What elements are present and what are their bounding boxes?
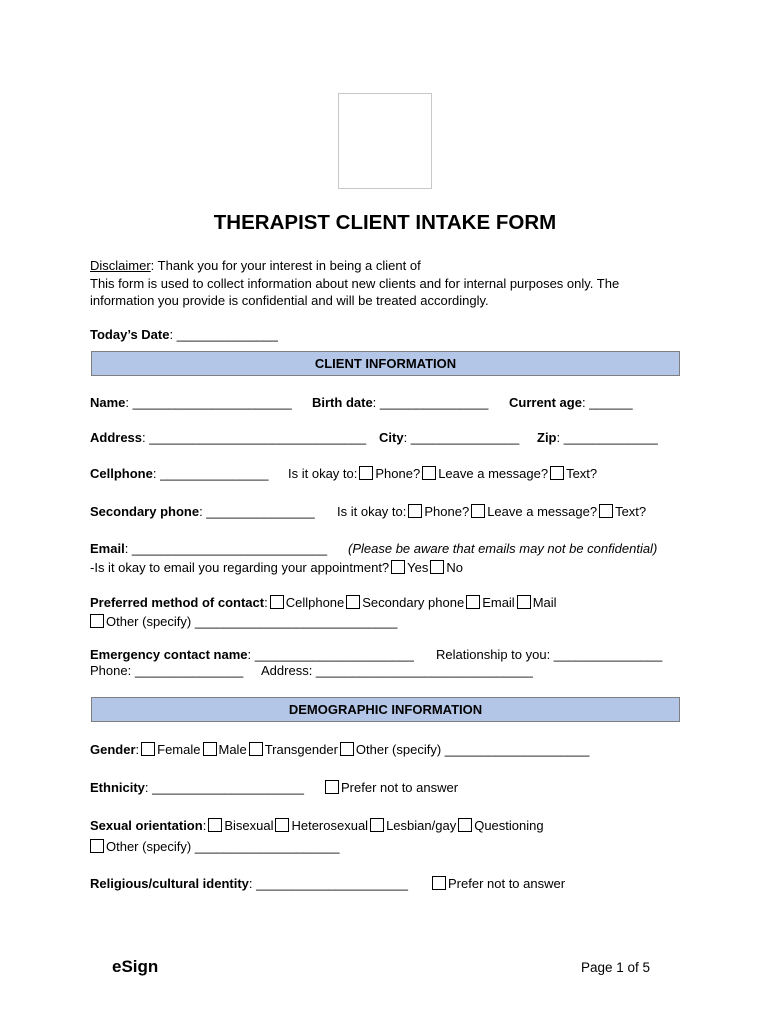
secondary-permissions: [337, 504, 646, 520]
zip-row: [537, 430, 658, 446]
cellphone-field[interactable]: : _______________: [152, 466, 269, 481]
religious-prefer-option: Prefer not to answer: [448, 876, 566, 891]
religious-row: [90, 876, 408, 892]
disclaimer-line3: information you provide is confidential and will be treated accordingly.: [90, 293, 489, 308]
email-note: (Please be aware that emails may not be confidential): [348, 541, 658, 556]
orientation-label: Sexual orientation: [90, 818, 203, 833]
gender-female-checkbox[interactable]: [141, 742, 155, 756]
todays-date-field[interactable]: : ______________: [169, 327, 278, 342]
logo-placeholder: [338, 93, 432, 189]
section-demographic-information: DEMOGRAPHIC INFORMATION: [91, 697, 680, 722]
city-row: [379, 430, 519, 446]
pref-cellphone-checkbox[interactable]: [270, 595, 284, 609]
emergency-address-field[interactable]: Address: ______________________________: [261, 663, 533, 678]
orientation-other-row: [88, 839, 339, 855]
relationship-field[interactable]: Relationship to you: _______________: [436, 647, 663, 662]
gender-label: Gender: [90, 742, 136, 757]
secondary-message-checkbox[interactable]: [471, 504, 485, 518]
orientation-bisexual-option: Bisexual: [224, 818, 274, 833]
gender-male-option: Male: [218, 742, 247, 757]
ethnicity-prefer-checkbox[interactable]: [325, 780, 339, 794]
email-permission-row: [90, 560, 463, 576]
pref-mail-checkbox[interactable]: [517, 595, 531, 609]
disclaimer-line1: : Thank you for your interest in being a client of: [150, 258, 421, 273]
zip-label: Zip: [537, 430, 557, 445]
pref-cellphone-option: Cellphone: [285, 595, 345, 610]
religious-label: Religious/cultural identity: [90, 876, 249, 891]
current-age-field[interactable]: : ______: [581, 395, 633, 410]
cellphone-permissions: [288, 466, 597, 482]
gender-other-checkbox[interactable]: [340, 742, 354, 756]
name-field[interactable]: : ______________________: [125, 395, 292, 410]
ethnicity-prefer-row: [323, 780, 458, 796]
current-age-row: [509, 395, 633, 411]
pref-secondary-checkbox[interactable]: [346, 595, 360, 609]
address-field[interactable]: : ______________________________: [142, 430, 367, 445]
name-row: [90, 395, 292, 411]
ethnicity-row: [90, 780, 304, 796]
preferred-other-row: [88, 614, 397, 630]
city-field[interactable]: : _______________: [403, 430, 520, 445]
cellphone-label: Cellphone: [90, 466, 153, 481]
email-no-checkbox[interactable]: [430, 560, 444, 574]
orientation-questioning-option: Questioning: [474, 818, 544, 833]
gender-other-option: Other (specify) ____________________: [355, 742, 590, 757]
emergency-contact-row: [90, 647, 414, 663]
orientation-row: Sexual orientation: Bisexual Heterosexual Lesbian/gay Questioning: [90, 818, 544, 833]
pref-email-option: Email: [482, 595, 515, 610]
orientation-bisexual-checkbox[interactable]: [208, 818, 222, 832]
secondary-phone-field[interactable]: : _______________: [199, 504, 315, 519]
preferred-contact-label: Preferred method of contact: [90, 595, 265, 610]
email-question: -Is it okay to email you regarding your appointment?: [90, 560, 390, 575]
emergency-contact-label: Emergency contact name: [90, 647, 248, 662]
secondary-message-option: Leave a message?: [487, 504, 598, 519]
section-client-information: CLIENT INFORMATION: [91, 351, 680, 376]
email-yes-checkbox[interactable]: [391, 560, 405, 574]
zip-field[interactable]: : _____________: [556, 430, 658, 445]
orientation-questioning-checkbox[interactable]: [458, 818, 472, 832]
orientation-heterosexual-checkbox[interactable]: [275, 818, 289, 832]
religious-prefer-row: [430, 876, 565, 892]
emergency-phone-field[interactable]: Phone: _______________: [90, 663, 244, 678]
pref-email-checkbox[interactable]: [466, 595, 480, 609]
secondary-text-checkbox[interactable]: [599, 504, 613, 518]
orientation-other-option: Other (specify) ____________________: [106, 839, 340, 854]
form-title: THERAPIST CLIENT INTAKE FORM: [213, 211, 557, 234]
email-label: Email: [90, 541, 125, 556]
secondary-phone-checkbox[interactable]: [408, 504, 422, 518]
current-age-label: Current age: [509, 395, 582, 410]
email-row: [90, 541, 327, 557]
pref-other-checkbox[interactable]: [90, 614, 104, 628]
cell-phone-option: Phone?: [375, 466, 421, 481]
esign-logo: eSign: [112, 957, 159, 976]
cellphone-okay-label: Is it okay to:: [288, 466, 358, 481]
email-yes-option: Yes: [407, 560, 429, 575]
address-row: [90, 430, 366, 446]
religious-prefer-checkbox[interactable]: [432, 876, 446, 890]
secondary-text-option: Text?: [615, 504, 647, 519]
ethnicity-field[interactable]: : _____________________: [144, 780, 304, 795]
email-field[interactable]: : ___________________________: [124, 541, 328, 556]
gender-transgender-option: Transgender: [264, 742, 338, 757]
gender-female-option: Female: [157, 742, 201, 757]
birth-date-field[interactable]: : _______________: [372, 395, 489, 410]
gender-transgender-checkbox[interactable]: [249, 742, 263, 756]
secondary-phone-row: [90, 504, 315, 520]
cell-message-checkbox[interactable]: [422, 466, 436, 480]
disclaimer-line2: This form is used to collect information about new clients and for internal purposes only. The: [90, 275, 620, 291]
cell-phone-checkbox[interactable]: [359, 466, 373, 480]
birth-date-label: Birth date: [312, 395, 373, 410]
ethnicity-label: Ethnicity: [90, 780, 145, 795]
pref-mail-option: Mail: [532, 595, 557, 610]
cellphone-row: [90, 466, 269, 482]
todays-date-label: Today’s Date: [90, 327, 170, 342]
disclaimer: [90, 257, 690, 310]
orientation-lesbian-gay-checkbox[interactable]: [370, 818, 384, 832]
orientation-heterosexual-option: Heterosexual: [291, 818, 369, 833]
gender-row: Gender: Female Male Transgender Other (specify) ____________________: [90, 742, 590, 757]
pref-other-option: Other (specify) ____________________________: [106, 614, 398, 629]
cell-text-option: Text?: [566, 466, 598, 481]
orientation-lesbian-gay-option: Lesbian/gay: [386, 818, 457, 833]
pref-secondary-option: Secondary phone: [362, 595, 465, 610]
page-number: Page 1 of 5: [581, 960, 651, 975]
emergency-contact-field[interactable]: : ______________________: [247, 647, 414, 662]
gender-male-checkbox[interactable]: [203, 742, 217, 756]
city-label: City: [379, 430, 404, 445]
todays-date-row: [90, 327, 278, 343]
secondary-okay-label: Is it okay to:: [337, 504, 407, 519]
orientation-other-checkbox[interactable]: [90, 839, 104, 853]
ethnicity-prefer-option: Prefer not to answer: [341, 780, 459, 795]
disclaimer-label: Disclaimer: [90, 258, 151, 273]
secondary-phone-option: Phone?: [424, 504, 470, 519]
birth-date-row: [312, 395, 488, 411]
email-no-option: No: [446, 560, 464, 575]
preferred-contact-row: Preferred method of contact: Cellphone Secondary phone Email Mail: [90, 595, 557, 610]
religious-field[interactable]: : _____________________: [248, 876, 408, 891]
address-label: Address: [90, 430, 143, 445]
cell-text-checkbox[interactable]: [550, 466, 564, 480]
name-label: Name: [90, 395, 126, 410]
cell-message-option: Leave a message?: [438, 466, 549, 481]
secondary-phone-label: Secondary phone: [90, 504, 200, 519]
